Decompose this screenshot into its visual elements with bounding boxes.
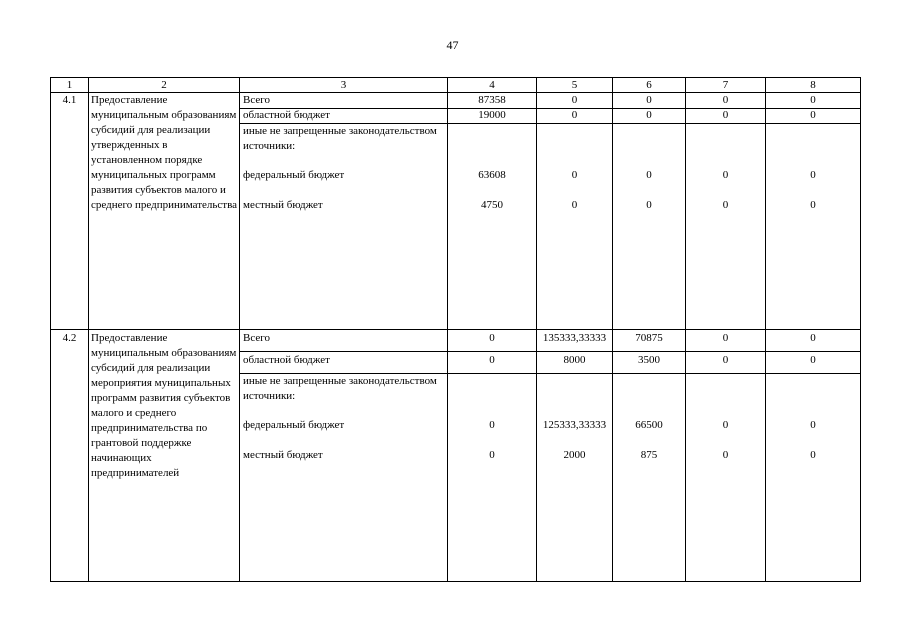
subrow-divider <box>239 351 860 352</box>
amount-cell: 0 <box>810 354 816 366</box>
amount-cell: 70875 <box>635 332 663 344</box>
amount-cell: 19000 <box>478 109 506 121</box>
measure-name: Предоставление муниципальным образованиям субсидий для реализации мероприятия муниципальных программ развития субъектов малого и среднего предпринимательства по грантовой поддержке начинающих предпринимателей <box>91 332 237 479</box>
amount-cell: 0 <box>571 109 578 121</box>
amount-cell: 2000 <box>563 449 586 461</box>
header-cell: 3 <box>340 79 347 91</box>
funding-source: Всего <box>243 94 270 106</box>
funding-source: местный бюджет <box>243 449 323 461</box>
amount-cell: 0 <box>571 199 578 211</box>
funding-source: областной бюджет <box>243 354 330 366</box>
amount-cell: 0 <box>722 94 729 106</box>
amount-cell: 0 <box>489 449 495 461</box>
funding-source-group: иные не запрещенные законодательством источники: <box>243 125 437 152</box>
amount-cell: 0 <box>810 94 816 106</box>
budget-table <box>50 77 861 582</box>
amount-cell: 875 <box>640 449 658 461</box>
amount-cell: 0 <box>489 354 495 366</box>
header-cell: 5 <box>571 79 578 91</box>
amount-cell: 0 <box>646 199 652 211</box>
amount-cell: 0 <box>810 419 816 431</box>
amount-cell: 3500 <box>638 354 660 366</box>
funding-source: Всего <box>243 332 270 344</box>
amount-cell: 0 <box>810 449 816 461</box>
amount-cell: 0 <box>722 199 729 211</box>
amount-cell: 4750 <box>481 199 503 211</box>
amount-cell: 0 <box>810 109 816 121</box>
header-cell: 2 <box>161 79 167 91</box>
amount-cell: 0 <box>810 332 816 344</box>
row-divider <box>51 329 860 330</box>
amount-cell: 0 <box>722 449 729 461</box>
measure-name: Предоставление муниципальным образованиям субсидий для реализации утвержденных в установленном порядке муниципальных программ развития субъектов малого и среднего предпринимательства <box>91 94 238 211</box>
funding-source: федеральный бюджет <box>243 169 345 181</box>
amount-cell: 0 <box>722 419 729 431</box>
amount-cell: 0 <box>646 169 652 181</box>
amount-cell: 0 <box>722 169 729 181</box>
amount-cell: 135333,33333 <box>542 332 607 344</box>
amount-cell: 0 <box>646 109 652 121</box>
amount-cell: 0 <box>489 419 495 431</box>
header-cell: 8 <box>810 79 816 91</box>
page-number: 47 <box>446 38 459 52</box>
amount-cell: 125333,33333 <box>542 419 607 431</box>
amount-cell: 0 <box>810 199 816 211</box>
header-cell: 1 <box>66 79 73 91</box>
funding-source: местный бюджет <box>243 199 323 211</box>
header-cell: 6 <box>646 79 652 91</box>
amount-cell: 0 <box>722 332 729 344</box>
amount-cell: 8000 <box>563 354 586 366</box>
row-number: 4.1 <box>62 94 77 106</box>
header-cell: 7 <box>722 79 729 91</box>
amount-cell: 0 <box>571 94 578 106</box>
funding-source: областной бюджет <box>243 109 330 121</box>
funding-source-group: иные не запрещенные законодательством источники: <box>243 375 437 402</box>
amount-cell: 0 <box>571 169 578 181</box>
amount-cell: 0 <box>810 169 816 181</box>
amount-cell: 87358 <box>478 94 506 106</box>
header-cell: 4 <box>489 79 495 91</box>
amount-cell: 0 <box>646 94 652 106</box>
amount-cell: 0 <box>722 109 729 121</box>
amount-cell: 66500 <box>635 419 663 431</box>
amount-cell: 63608 <box>478 169 506 181</box>
amount-cell: 0 <box>489 332 495 344</box>
funding-source: федеральный бюджет <box>243 419 345 431</box>
row-number: 4.2 <box>62 332 77 344</box>
amount-cell: 0 <box>722 354 729 366</box>
